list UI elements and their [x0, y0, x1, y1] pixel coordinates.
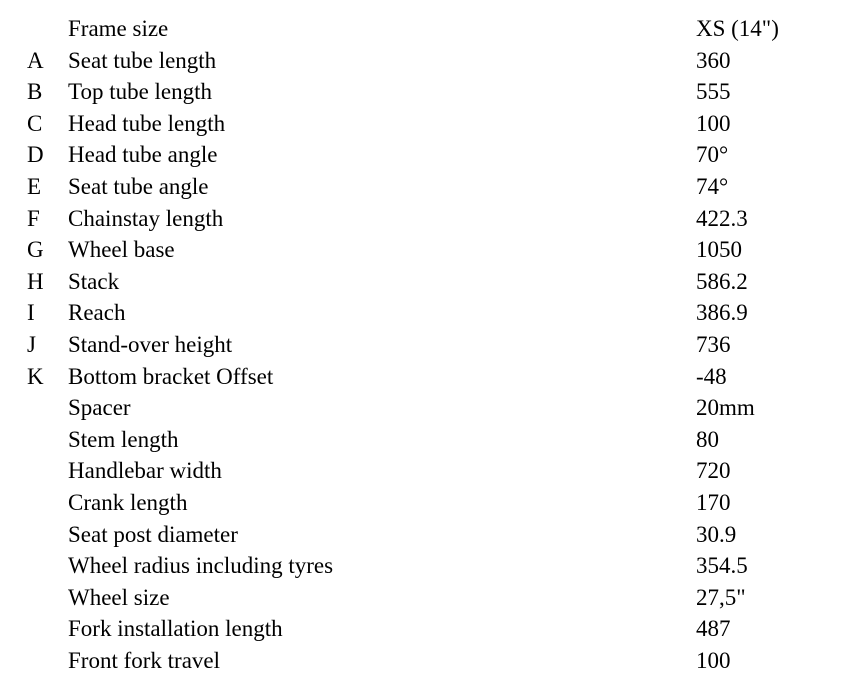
row-label: Wheel size: [68, 584, 170, 610]
row-letter: K: [27, 363, 44, 389]
row-label: Stem length: [68, 426, 179, 452]
row-label: Wheel base: [68, 237, 175, 263]
row-value: 100: [696, 647, 731, 673]
row-label: Reach: [68, 300, 126, 326]
row-value: -48: [696, 363, 727, 389]
row-value: 736: [696, 331, 731, 357]
row-value: 27,5": [696, 584, 746, 610]
row-label: Fork installation length: [68, 616, 283, 642]
row-value: 1050: [696, 237, 742, 263]
row-label: Crank length: [68, 489, 188, 515]
table-row: [0, 297, 844, 329]
row-value: 487: [696, 616, 731, 642]
row-letter: [0, 613, 68, 645]
row-value: 20mm: [696, 395, 755, 421]
spec-table-body: [0, 13, 844, 676]
row-letter: C: [27, 110, 43, 136]
row-letter: [0, 582, 68, 614]
table-row: [0, 45, 844, 77]
table-row: [0, 487, 844, 519]
row-value: 720: [696, 458, 731, 484]
row-value: 422.3: [696, 205, 748, 231]
table-row: [0, 329, 844, 361]
table-row: [0, 361, 844, 393]
row-letter: B: [27, 79, 43, 105]
table-row: [0, 203, 844, 235]
row-value: 354.5: [696, 553, 748, 579]
table-row: [0, 392, 844, 424]
table-row: [0, 76, 844, 108]
row-value: 74°: [696, 173, 729, 199]
table-row: [0, 171, 844, 203]
row-label: Top tube length: [68, 79, 213, 105]
row-letter: E: [27, 173, 42, 199]
table-row: [0, 550, 844, 582]
row-value: 80: [696, 426, 719, 452]
table-row: [0, 582, 844, 614]
table-row: [0, 234, 844, 266]
row-letter: I: [27, 300, 35, 326]
row-letter: J: [27, 331, 36, 357]
row-letter: A: [27, 47, 44, 73]
row-label: Chainstay length: [68, 205, 224, 231]
geometry-spec-table: [0, 13, 844, 676]
row-letter: D: [27, 142, 44, 168]
table-row: [0, 645, 844, 677]
header-label: Frame size: [68, 16, 169, 41]
row-value: 555: [696, 79, 731, 105]
row-value: 170: [696, 489, 731, 515]
row-value: 386.9: [696, 300, 748, 326]
table-row: [0, 519, 844, 551]
row-value: 30.9: [696, 521, 737, 547]
row-letter: [0, 455, 68, 487]
table-row: [0, 266, 844, 298]
table-row: [0, 455, 844, 487]
row-letter: [0, 487, 68, 519]
row-label: Head tube angle: [68, 142, 218, 168]
row-label: Head tube length: [68, 110, 226, 136]
row-value: 70°: [696, 142, 729, 168]
row-value: 100: [696, 110, 731, 136]
row-label: Handlebar width: [68, 458, 222, 484]
table-row: [0, 424, 844, 456]
row-label: Wheel radius including tyres: [68, 553, 334, 579]
header-letter: [0, 13, 68, 45]
row-letter: [0, 519, 68, 551]
row-letter: H: [27, 268, 44, 294]
row-letter: [0, 392, 68, 424]
row-letter: [0, 424, 68, 456]
table-row: [0, 139, 844, 171]
row-label: Stack: [68, 268, 120, 294]
header-value: XS (14"): [696, 16, 779, 41]
row-value: 586.2: [696, 268, 748, 294]
table-row: [0, 108, 844, 140]
row-letter: G: [27, 237, 44, 263]
row-label: Seat tube length: [68, 47, 217, 73]
row-label: Front fork travel: [68, 647, 221, 673]
row-letter: [0, 550, 68, 582]
row-label: Seat tube angle: [68, 173, 209, 199]
row-label: Spacer: [68, 395, 131, 421]
table-row: [0, 613, 844, 645]
row-label: Bottom bracket Offset: [68, 363, 274, 389]
row-letter: [0, 645, 68, 677]
table-header-row: [0, 13, 844, 45]
row-label: Seat post diameter: [68, 521, 238, 547]
row-value: 360: [696, 47, 731, 73]
row-letter: F: [27, 205, 40, 231]
row-label: Stand-over height: [68, 331, 233, 357]
